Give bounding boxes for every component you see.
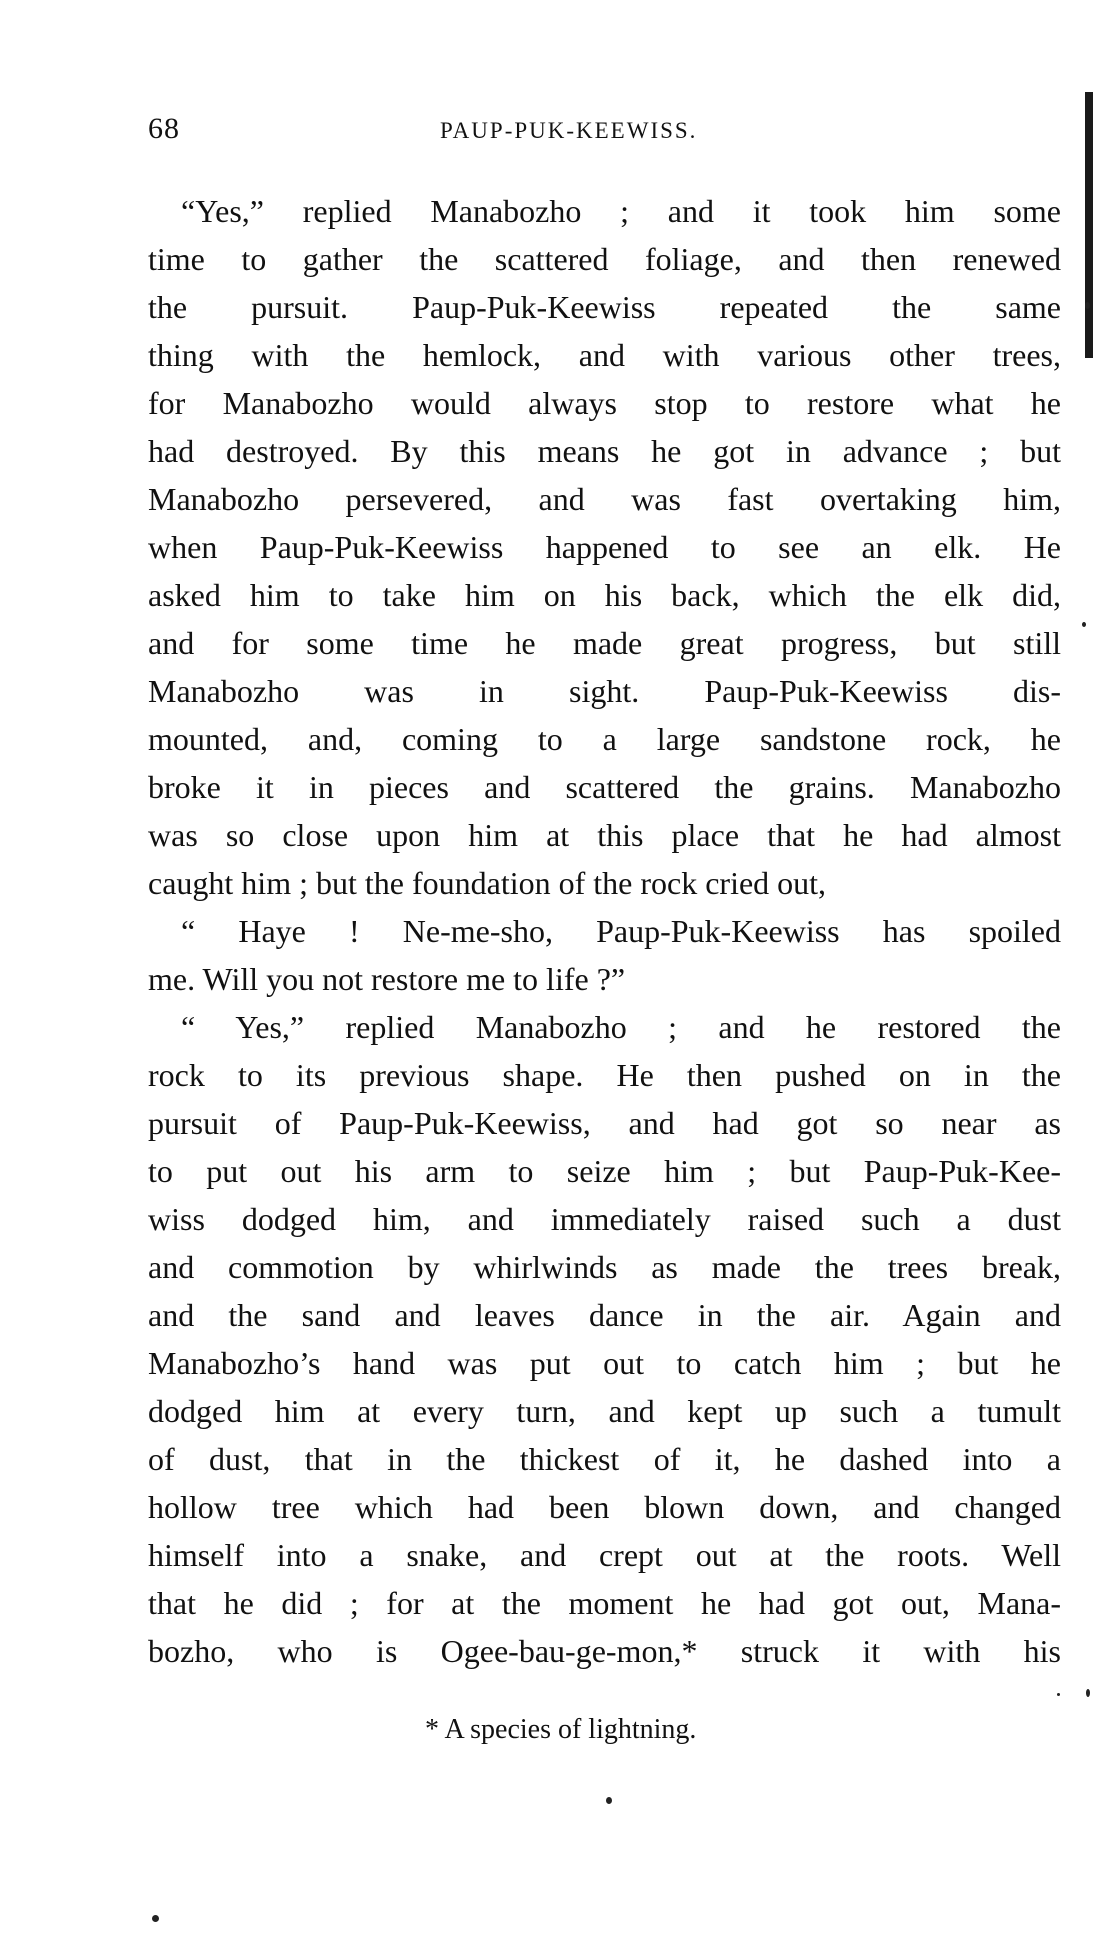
- text-line: himself into a snake, and crept out at the roots. Well: [148, 1537, 1061, 1573]
- text-line: was so close upon him at this place that he had almost: [148, 817, 1061, 853]
- text-line: “Yes,” replied Manabozho ; and it took him some: [181, 193, 1061, 229]
- text-line: caught him ; but the foundation of the rock cried out,: [148, 865, 827, 901]
- body-text: [148, 187, 1061, 1675]
- text-line: hollow tree which had been blown down, and changed: [148, 1489, 1061, 1525]
- text-line: to put out his arm to seize him ; but Paup-Puk-Kee-: [148, 1153, 1061, 1189]
- text-line: “ Yes,” replied Manabozho ; and he restored the: [181, 1009, 1061, 1045]
- text-line: bozho, who is Ogee-bau-ge-mon,* struck it with his: [148, 1633, 1061, 1669]
- footnote: * A species of lightning.: [425, 1714, 697, 1745]
- text-line: thing with the hemlock, and with various other trees,: [148, 337, 1061, 373]
- text-line: for Manabozho would always stop to restore what he: [148, 385, 1061, 421]
- scan-speck: [1086, 1689, 1090, 1697]
- scan-speck: [152, 1915, 159, 1922]
- text-line: the pursuit. Paup-Puk-Keewiss repeated the same: [148, 289, 1061, 325]
- margin-shadow: [1085, 92, 1093, 358]
- text-line: Manabozho’s hand was put out to catch him ; but he: [148, 1345, 1061, 1381]
- text-line: had destroyed. By this means he got in advance ; but: [148, 433, 1061, 469]
- text-line: and the sand and leaves dance in the air. Again and: [148, 1297, 1061, 1333]
- text-line: asked him to take him on his back, which the elk did,: [148, 577, 1061, 613]
- text-line: me. Will you not restore me to life ?”: [148, 961, 626, 997]
- text-line: wiss dodged him, and immediately raised such a dust: [148, 1201, 1061, 1237]
- page-header: [148, 112, 1068, 152]
- scan-speck: [606, 1797, 612, 1804]
- text-line: “ Haye ! Ne-me-sho, Paup-Puk-Keewiss has spoiled: [181, 913, 1061, 949]
- text-line: of dust, that in the thickest of it, he dashed into a: [148, 1441, 1061, 1477]
- running-head: PAUP-PUK-KEEWISS.: [440, 118, 698, 143]
- text-line: rock to its previous shape. He then pushed on in the: [148, 1057, 1061, 1093]
- text-line: broke it in pieces and scattered the grains. Manabozho: [148, 769, 1061, 805]
- text-line: that he did ; for at the moment he had got out, Mana-: [148, 1585, 1061, 1621]
- scan-speck: [1082, 622, 1086, 627]
- page-number: 68: [148, 112, 180, 145]
- text-line: mounted, and, coming to a large sandstone rock, he: [148, 721, 1061, 757]
- text-line: Manabozho was in sight. Paup-Puk-Keewiss dis-: [148, 673, 1061, 709]
- text-line: dodged him at every turn, and kept up such a tumult: [148, 1393, 1061, 1429]
- text-line: and for some time he made great progress, but still: [148, 625, 1061, 661]
- text-line: time to gather the scattered foliage, and then renewed: [148, 241, 1061, 277]
- scan-speck: [1085, 302, 1090, 309]
- text-line: pursuit of Paup-Puk-Keewiss, and had got so near as: [148, 1105, 1061, 1141]
- text-line: when Paup-Puk-Keewiss happened to see an elk. He: [148, 529, 1061, 565]
- text-line: and commotion by whirlwinds as made the trees break,: [148, 1249, 1061, 1285]
- scan-speck: [1057, 1693, 1060, 1696]
- text-line: Manabozho persevered, and was fast overtaking him,: [148, 481, 1061, 517]
